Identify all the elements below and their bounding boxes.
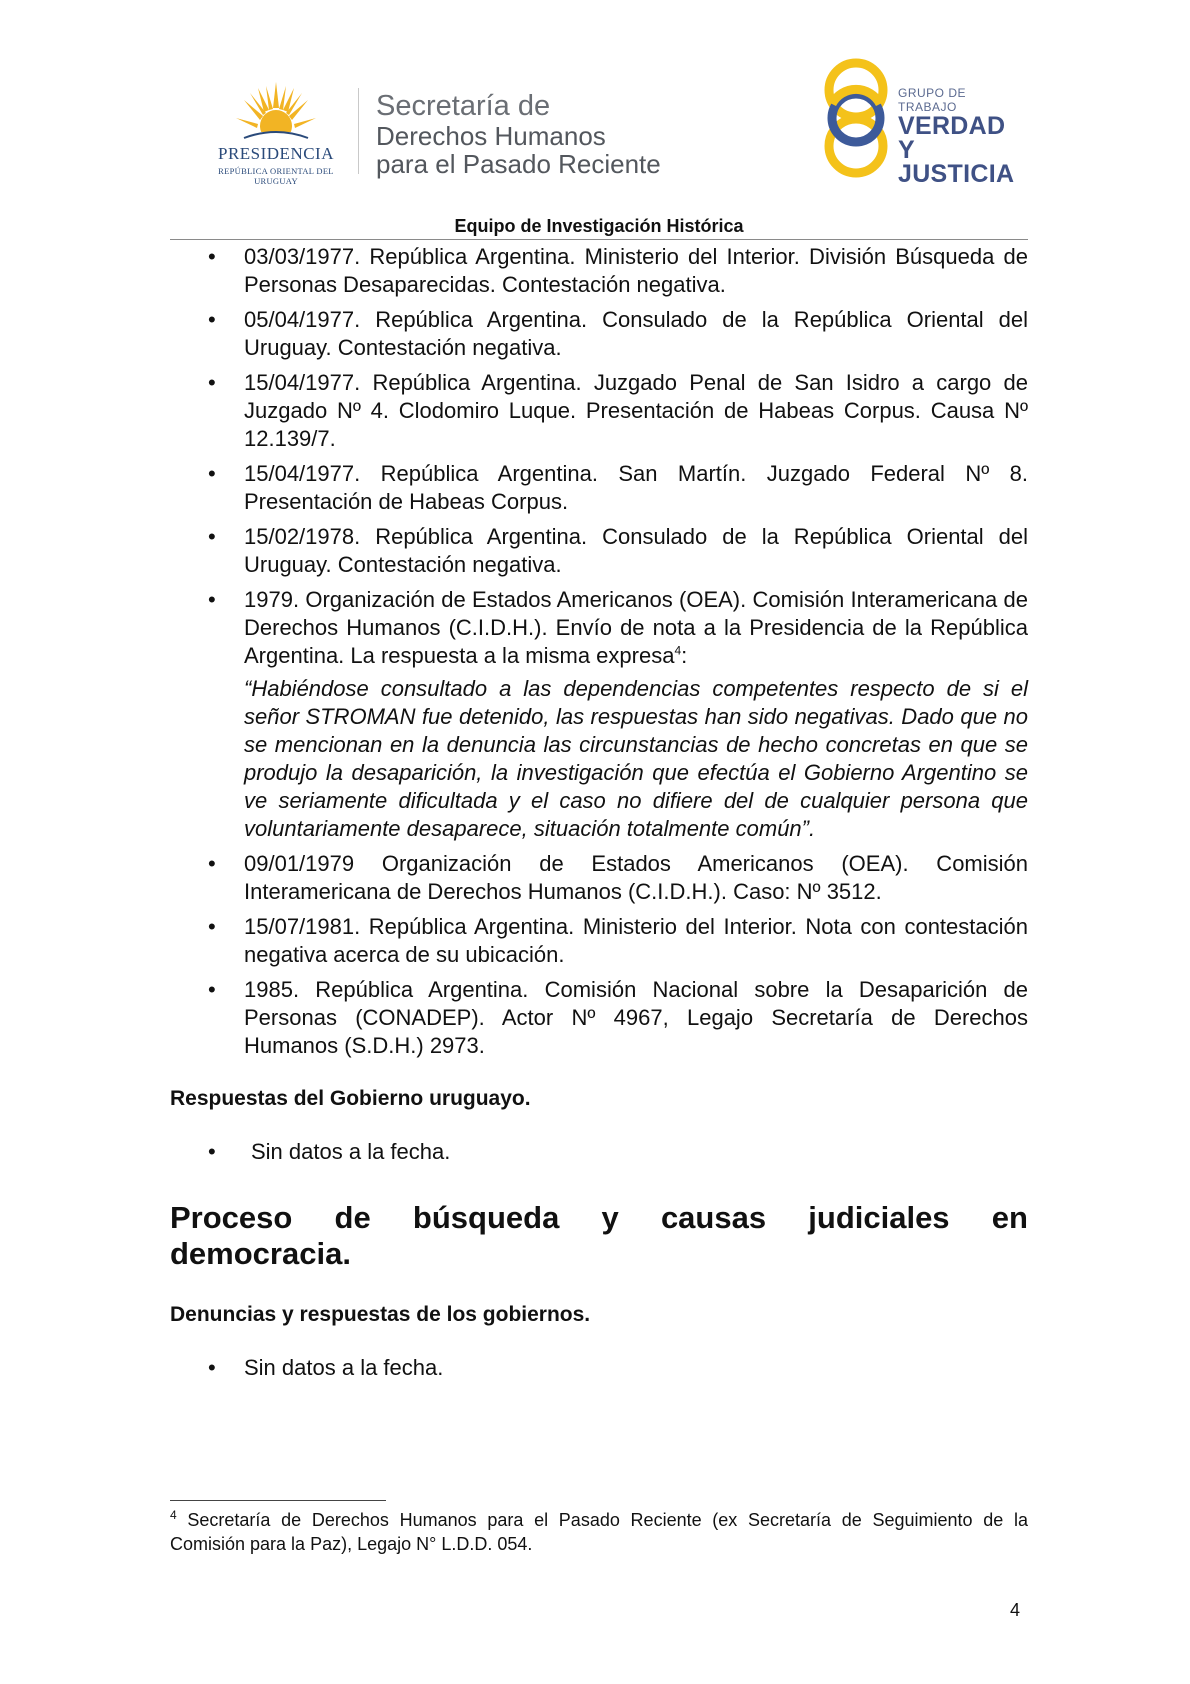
section-subheading: Denuncias y respuestas de los gobiernos.	[170, 1303, 591, 1326]
list-item	[170, 850, 1028, 906]
list-item-text: 05/04/1977. República Argentina. Consulado de la República Oriental del Uruguay. Contestación negativa.	[244, 307, 1028, 360]
heading-word: causas	[660, 1200, 767, 1235]
footnote-rule	[170, 1500, 386, 1501]
list-item-oea	[170, 586, 1028, 843]
page-number: 4	[1010, 1600, 1021, 1620]
list-item	[170, 1138, 1028, 1166]
list-item-text: 03/03/1977. República Argentina. Ministerio del Interior. División Búsqueda de Personas Desaparecidas. Contestación negativa.	[244, 244, 1028, 297]
list-item-text: 15/04/1977. República Argentina. San Martín. Juzgado Federal Nº 8. Presentación de Habeas Corpus.	[244, 461, 1028, 514]
footnote-text: Secretaría de Derechos Humanos para el Pasado Reciente (ex Secretaría de Seguimiento de la Comisión para la Paz), Legajo N° L.D.D. 054.	[170, 1510, 1028, 1554]
bullet: •	[208, 370, 216, 395]
list-item-text: 1985. República Argentina. Comisión Nacional sobre la Desaparición de Personas (CONADEP). Actor Nº 4967, Legajo Secretaría de Derechos Humanos (S.D.H.) 2973.	[244, 977, 1028, 1058]
list-item	[170, 460, 1028, 516]
list-item	[170, 369, 1028, 453]
list-item	[170, 913, 1028, 969]
presidencia-label: PRESIDENCIA	[217, 144, 334, 163]
footnote	[170, 1508, 1028, 1556]
heading-word: de	[334, 1200, 371, 1235]
presidencia-sublabel: REPÚBLICA ORIENTAL DEL URUGUAY	[218, 166, 334, 186]
list-item-text: 15/04/1977. República Argentina. Juzgado Penal de San Isidro a cargo de Juzgado Nº 4. Clodomiro Luque. Presentación de Habeas Corpus. Causa Nº 12.139/7.	[244, 370, 1028, 451]
heading-word: en	[991, 1200, 1028, 1235]
secretaria-line-2: Derechos Humanos	[376, 121, 606, 151]
header-rule	[170, 239, 1028, 240]
section-heading	[170, 1200, 1028, 1272]
footnote-number: 4	[170, 1508, 177, 1522]
heading-word: y	[601, 1200, 619, 1235]
uruguay-responses-list	[170, 1138, 1028, 1166]
list-item	[170, 1354, 1028, 1382]
heading-word: judiciales	[808, 1200, 950, 1235]
rings-icon	[818, 56, 894, 181]
list-item	[170, 523, 1028, 579]
justicia-label: JUSTICIA	[898, 160, 1015, 188]
list-item	[170, 243, 1028, 299]
grupo-label: GRUPO DE TRABAJO	[898, 86, 967, 114]
bullet: •	[208, 461, 216, 486]
verdad-justicia-text	[898, 86, 1028, 186]
document-body	[170, 243, 1028, 1389]
colon: :	[681, 643, 688, 668]
bullet: •	[208, 587, 216, 612]
section-heading-line-1	[170, 1200, 1028, 1236]
list-item	[170, 306, 1028, 362]
heading-word: búsqueda	[412, 1200, 560, 1235]
list-item-text: 15/07/1981. República Argentina. Ministerio del Interior. Nota con contestación negativa acerca de su ubicación.	[244, 914, 1028, 967]
argentina-responses-list	[170, 243, 1028, 1060]
list-item-text: 15/02/1978. República Argentina. Consulado de la República Oriental del Uruguay. Contestación negativa.	[244, 524, 1028, 577]
secretaria-line-1: Secretaría de	[376, 90, 551, 122]
quote-block: “Habiéndose consultado a las dependencias competentes respecto de si el señor STROMAN fue detenido, las respuestas han sido negativas. Dado que no se mencionan en la denuncia las circunstancias de hecho concretas en que se produjo la desaparición, la investigación que efectúa el Gobierno Argentino se ve seriamente dificultada y el caso no difiere del de cualquier persona que voluntariamente desaparece, situación totalmente común”.	[244, 676, 1028, 841]
footnote-reference[interactable]: 4	[674, 643, 682, 658]
bullet: •	[208, 1355, 216, 1380]
verdad-label: VERDAD Y	[898, 112, 1006, 164]
presidencia-logo	[196, 80, 356, 186]
header-subtitle: Equipo de Investigación Histórica	[454, 216, 744, 236]
list-item-text: Sin datos a la fecha.	[251, 1139, 451, 1164]
bullet: •	[208, 914, 216, 939]
verdad-justicia-logo	[818, 56, 1028, 188]
denuncias-list	[170, 1354, 1028, 1382]
bullet: •	[208, 524, 216, 549]
heading-word: Proceso	[170, 1200, 293, 1235]
sun-icon	[236, 80, 316, 144]
bullet: •	[208, 977, 216, 1002]
bullet: •	[208, 244, 216, 269]
bullet: •	[208, 1139, 216, 1164]
list-item-text: Sin datos a la fecha.	[244, 1355, 444, 1380]
section-heading-line-2: democracia.	[170, 1236, 351, 1271]
header-divider	[358, 88, 359, 174]
secretaria-logo-text	[376, 90, 661, 178]
list-item	[170, 976, 1028, 1060]
list-item-text: 1979. Organización de Estados Americanos (OEA). Comisión Interamericana de Derechos Humanos (C.I.D.H.). Envío de nota a la Presidencia de la República Argentina. La respuesta a la misma expresa	[244, 587, 1028, 668]
section-subheading: Respuestas del Gobierno uruguayo.	[170, 1087, 531, 1110]
secretaria-line-3: para el Pasado Reciente	[376, 149, 661, 179]
bullet: •	[208, 851, 216, 876]
list-item-text: 09/01/1979 Organización de Estados Americanos (OEA). Comisión Interamericana de Derechos Humanos (C.I.D.H.). Caso: Nº 3512.	[244, 851, 1028, 904]
bullet: •	[208, 307, 216, 332]
